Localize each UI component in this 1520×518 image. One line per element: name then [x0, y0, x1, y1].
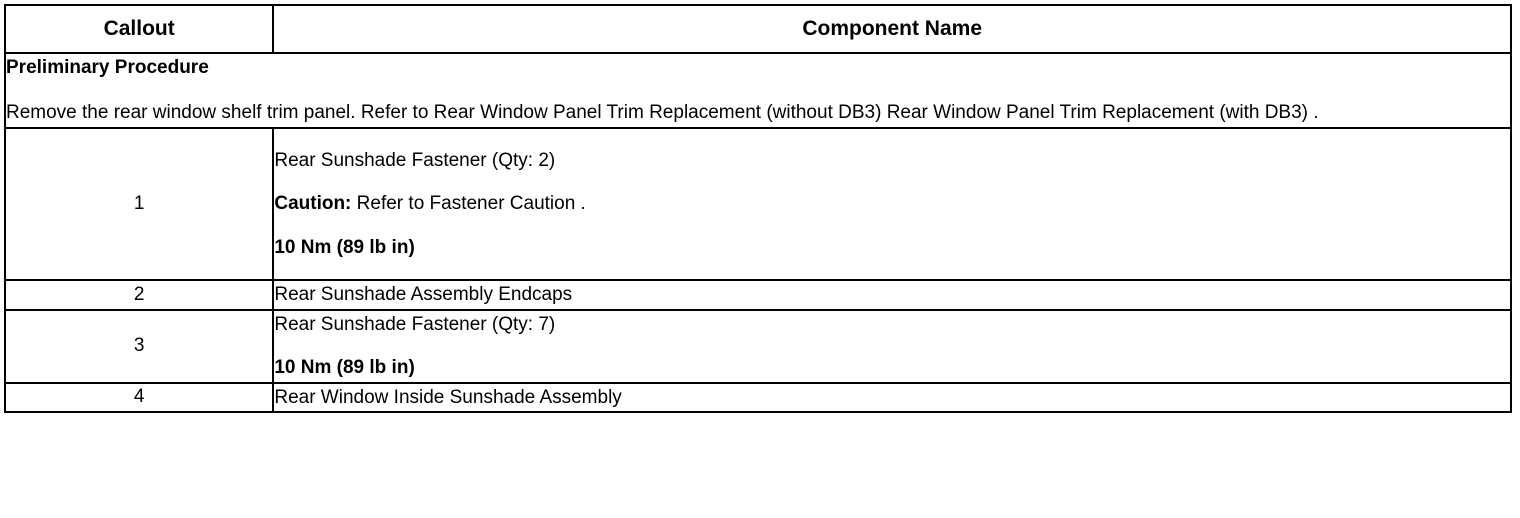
column-header-callout: Callout	[5, 5, 273, 53]
caution-text: Refer to Fastener Caution .	[356, 193, 586, 215]
table-row	[5, 280, 1511, 310]
torque-spec: 10 Nm (89 lb in)	[274, 236, 415, 258]
column-header-component-name: Component Name	[273, 5, 1511, 53]
preliminary-procedure-cell	[5, 53, 1511, 128]
callout-number: 4	[5, 383, 273, 413]
preliminary-procedure-text: Remove the rear window shelf trim panel. Refer to Rear Window Panel Trim Replacement (without DB3) Rear Window Panel Trim Replacement (with DB3) .	[6, 101, 1319, 123]
callout-number: 2	[5, 280, 273, 310]
component-name-cell	[273, 310, 1511, 383]
preliminary-procedure-row	[5, 53, 1511, 128]
torque-spec: 10 Nm (89 lb in)	[274, 357, 415, 379]
caution-label: Caution:	[274, 193, 352, 215]
callout-number: 1	[5, 128, 273, 280]
component-line: Rear Sunshade Fastener (Qty: 7)	[274, 313, 556, 335]
component-line: Rear Window Inside Sunshade Assembly	[274, 386, 622, 408]
table-header-row	[5, 5, 1511, 53]
table-row	[5, 128, 1511, 280]
component-name-cell	[273, 128, 1511, 280]
component-line	[274, 190, 1510, 218]
component-name-cell	[273, 383, 1511, 413]
table-row	[5, 383, 1511, 413]
preliminary-procedure-title: Preliminary Procedure	[6, 57, 209, 78]
callout-number: 3	[5, 310, 273, 383]
table-row	[5, 310, 1511, 383]
component-line: Rear Sunshade Assembly Endcaps	[274, 284, 573, 305]
component-callout-table	[4, 4, 1512, 413]
component-line: Rear Sunshade Fastener (Qty: 2)	[274, 149, 556, 171]
component-name-cell	[273, 280, 1511, 310]
